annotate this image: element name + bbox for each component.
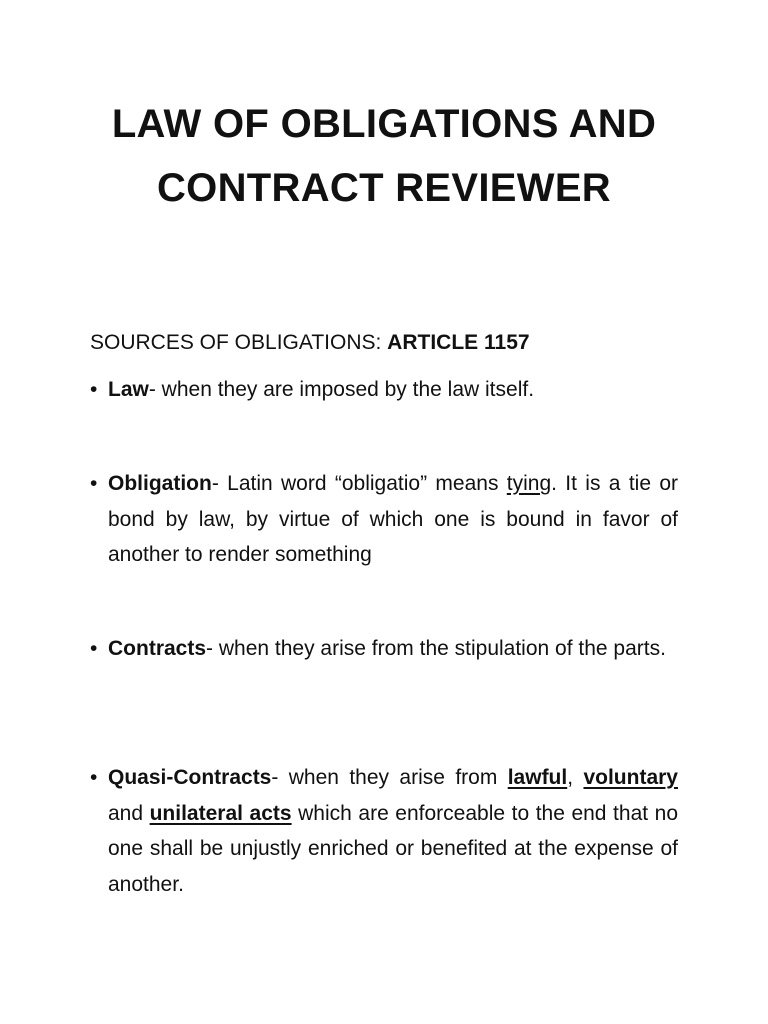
bullet-icon: • [90, 766, 98, 789]
title-line-1: LAW OF OBLIGATIONS AND [111, 102, 657, 146]
section-heading-prefix: SOURCES OF OBLIGATIONS: [90, 331, 388, 354]
term-obligation: Obligation [108, 472, 212, 495]
underlined-word-voluntary: voluntary [583, 766, 678, 789]
term-quasi-contracts: Quasi-Contracts [108, 766, 272, 789]
document-title [0, 92, 768, 220]
bullet-icon: • [90, 637, 98, 660]
bullet-icon: • [90, 378, 98, 401]
definition-quasi-part1: - when they arise from [271, 766, 508, 789]
definition-obligation-part2: . It is a tie or bond by law, by virtue of which one is bound in favor of another to render something [108, 472, 678, 566]
underlined-word-tying: tying [506, 472, 552, 495]
definition-obligation-part1: - Latin word “obligatio” means [211, 472, 507, 495]
list-item-contracts [90, 631, 678, 667]
list-item-law [90, 372, 678, 408]
section-heading [90, 328, 530, 358]
definition-law: - when they are imposed by the law itself. [148, 378, 535, 401]
conjunction-and: and [108, 801, 150, 825]
term-law: Law [108, 378, 149, 401]
definition-contracts: - when they arise from the stipulation of the parts. [206, 637, 666, 660]
underlined-words-unilateral-acts: unilateral acts [149, 801, 292, 825]
comma-separator: , [567, 766, 584, 789]
underlined-word-lawful: lawful [507, 766, 568, 789]
list-item-obligation [90, 466, 678, 573]
definition-quasi-part2: which are enforceable to the end that no one shall be unjustly enriched or benefited at the expense of another. [108, 801, 678, 896]
list-item-quasi-contracts [90, 760, 678, 902]
section-article: ARTICLE 1157 [387, 331, 530, 354]
term-contracts: Contracts [108, 637, 207, 660]
title-line-2: CONTRACT REVIEWER [157, 166, 611, 210]
bullet-icon: • [90, 472, 98, 495]
